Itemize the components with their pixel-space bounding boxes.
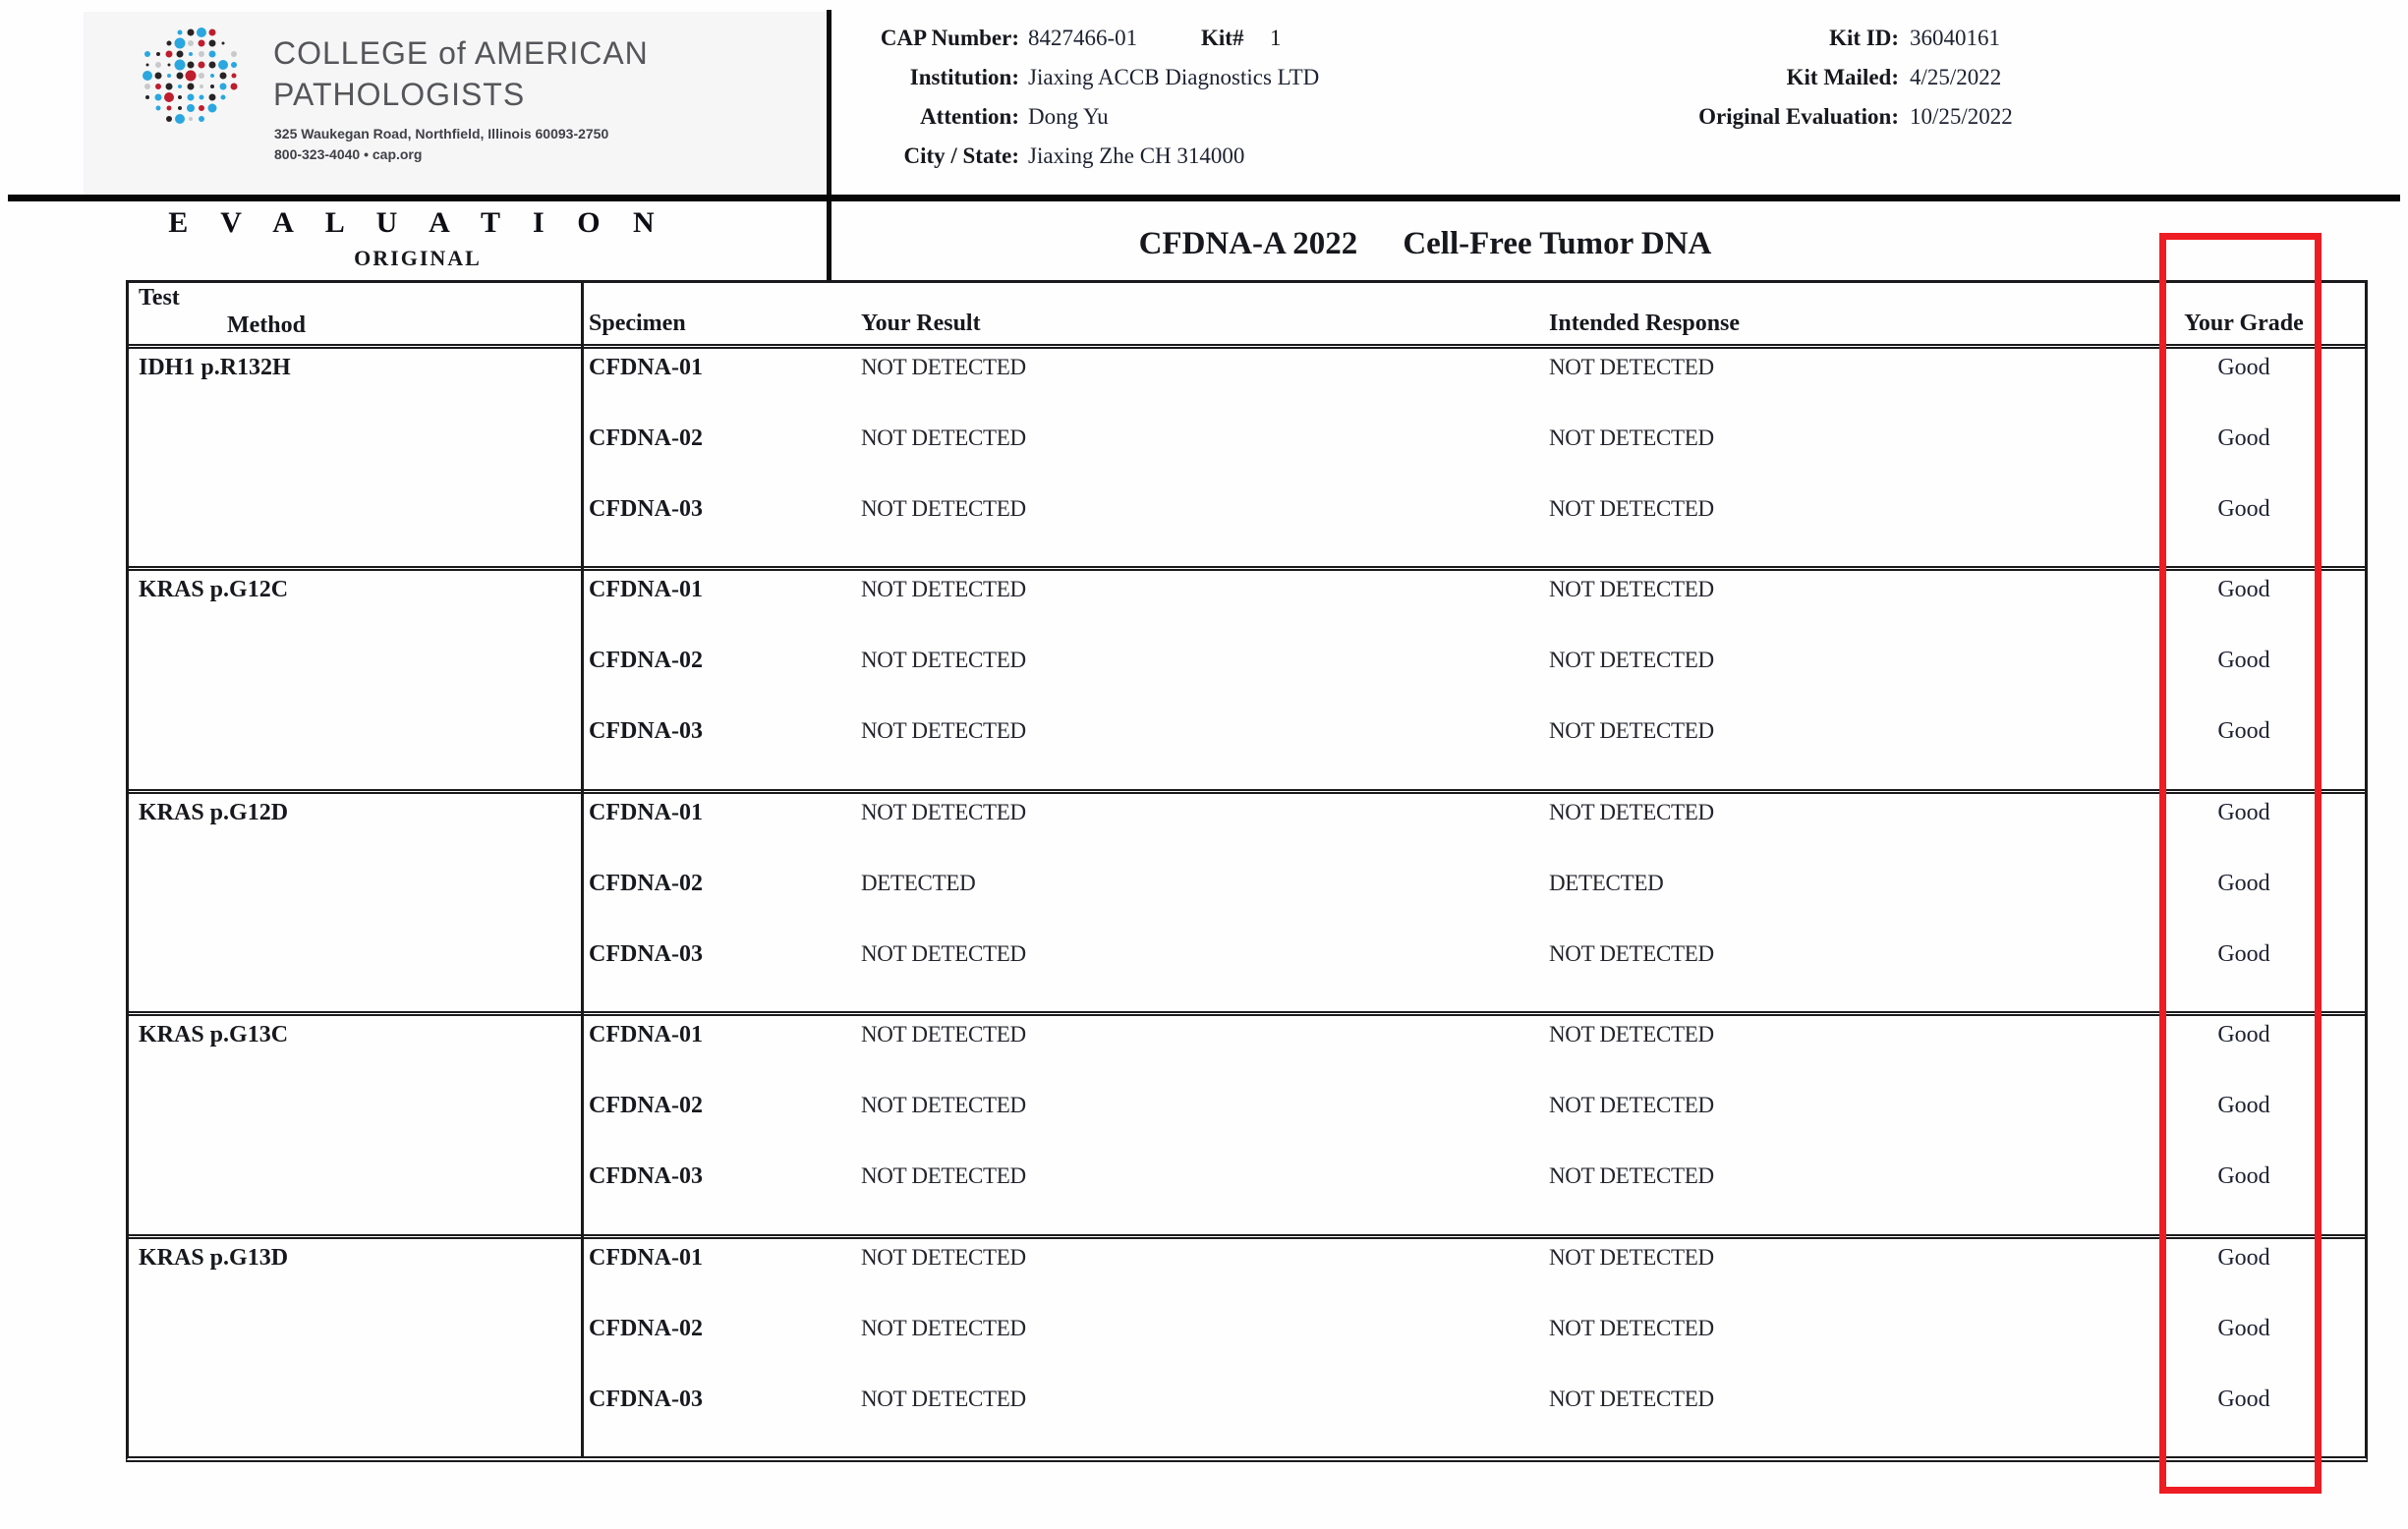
results-table bbox=[126, 280, 2368, 1462]
intended-response-value: NOT DETECTED bbox=[1549, 1163, 1714, 1189]
test-method-name: KRAS p.G12D bbox=[139, 799, 289, 825]
attention-value: Dong Yu bbox=[1028, 104, 1109, 129]
your-grade-value: Good bbox=[2217, 355, 2270, 380]
your-grade-value: Good bbox=[2217, 870, 2270, 896]
org-name-line1: COLLEGE of AMERICAN bbox=[273, 35, 649, 71]
your-grade-value: Good bbox=[2217, 940, 2270, 967]
specimen-id: CFDNA-02 bbox=[589, 1315, 703, 1341]
your-grade-value: Good bbox=[2217, 496, 2270, 522]
your-result-value: DETECTED bbox=[861, 870, 976, 895]
intended-response-value: NOT DETECTED bbox=[1549, 718, 1714, 744]
specimen-row bbox=[129, 1387, 2365, 1416]
org-contact: 800-323-4040 • cap.org bbox=[274, 146, 423, 162]
your-result-value: NOT DETECTED bbox=[861, 355, 1026, 379]
intended-response-value: NOT DETECTED bbox=[1549, 425, 1714, 450]
intended-response-value: NOT DETECTED bbox=[1549, 1244, 1714, 1270]
org-address: 325 Waukegan Road, Northfield, Illinois 60093-2750 bbox=[274, 126, 609, 142]
header-method: Method bbox=[227, 312, 306, 338]
kit-mailed-label: Kit Mailed: bbox=[1786, 65, 1899, 89]
institution-label: Institution: bbox=[909, 65, 1019, 89]
intended-response-value: NOT DETECTED bbox=[1549, 799, 1714, 824]
specimen-row bbox=[129, 1163, 2365, 1193]
intended-response-value: NOT DETECTED bbox=[1549, 648, 1714, 673]
institution-value: Jiaxing ACCB Diagnostics LTD bbox=[1028, 65, 1320, 89]
evaluation-heading-block bbox=[10, 206, 826, 271]
test-method-name: KRAS p.G13D bbox=[139, 1244, 289, 1271]
your-result-value: NOT DETECTED bbox=[861, 799, 1026, 824]
intended-response-value: NOT DETECTED bbox=[1549, 355, 1714, 379]
specimen-row bbox=[129, 800, 2365, 829]
intended-response-value: NOT DETECTED bbox=[1549, 496, 1714, 521]
kit-mailed-value: 4/25/2022 bbox=[1910, 65, 2002, 89]
test-method-name: KRAS p.G12C bbox=[139, 577, 289, 603]
header-intended-response: Intended Response bbox=[1549, 311, 1741, 336]
intended-response-value: NOT DETECTED bbox=[1549, 1093, 1714, 1118]
test-group bbox=[129, 1011, 2365, 1233]
your-grade-value: Good bbox=[2217, 1386, 2270, 1412]
test-method-name: IDH1 p.R132H bbox=[139, 355, 291, 380]
intended-response-value: NOT DETECTED bbox=[1549, 1386, 1714, 1411]
header-vertical-divider bbox=[827, 10, 831, 281]
your-result-value: NOT DETECTED bbox=[861, 1163, 1026, 1189]
your-grade-value: Good bbox=[2217, 425, 2270, 451]
your-grade-value: Good bbox=[2217, 648, 2270, 674]
kit-number-label: Kit# bbox=[1201, 26, 1244, 50]
your-grade-value: Good bbox=[2217, 799, 2270, 825]
specimen-id: CFDNA-03 bbox=[589, 718, 703, 745]
specimen-id: CFDNA-03 bbox=[589, 1386, 703, 1412]
table-header-row bbox=[129, 283, 2365, 349]
specimen-row bbox=[129, 648, 2365, 677]
intended-response-value: DETECTED bbox=[1549, 870, 1664, 895]
header-your-grade: Your Grade bbox=[2184, 311, 2304, 336]
your-result-value: NOT DETECTED bbox=[861, 425, 1026, 450]
specimen-id: CFDNA-03 bbox=[589, 940, 703, 967]
city-state-value: Jiaxing Zhe CH 314000 bbox=[1028, 143, 1245, 168]
specimen-row bbox=[129, 1093, 2365, 1122]
kit-number-value: 1 bbox=[1270, 26, 1282, 50]
evaluation-heading: E V A L U A T I O N bbox=[168, 206, 667, 239]
specimen-id: CFDNA-01 bbox=[589, 1244, 703, 1271]
your-grade-value: Good bbox=[2217, 1244, 2270, 1271]
test-method-name: KRAS p.G13C bbox=[139, 1022, 289, 1048]
your-grade-value: Good bbox=[2217, 718, 2270, 745]
your-result-value: NOT DETECTED bbox=[861, 1244, 1026, 1270]
test-group bbox=[129, 789, 2365, 1011]
specimen-id: CFDNA-02 bbox=[589, 425, 703, 451]
program-title bbox=[885, 226, 1966, 262]
header-test: Test bbox=[139, 285, 180, 311]
intended-response-value: NOT DETECTED bbox=[1549, 577, 1714, 602]
cap-number-value: 8427466-01 bbox=[1028, 26, 1138, 50]
specimen-id: CFDNA-01 bbox=[589, 799, 703, 825]
specimen-row bbox=[129, 496, 2365, 526]
intended-response-value: NOT DETECTED bbox=[1549, 1315, 1714, 1340]
specimen-row bbox=[129, 577, 2365, 606]
your-grade-value: Good bbox=[2217, 1315, 2270, 1341]
specimen-row bbox=[129, 425, 2365, 455]
header-your-result: Your Result bbox=[861, 311, 981, 336]
specimen-row bbox=[129, 355, 2365, 384]
specimen-row bbox=[129, 1316, 2365, 1345]
header-thick-rule bbox=[8, 195, 2400, 201]
evaluation-subheading: ORIGINAL bbox=[354, 246, 482, 270]
cap-logo-dots-icon bbox=[141, 26, 244, 142]
test-group bbox=[129, 1234, 2365, 1456]
your-grade-value: Good bbox=[2217, 577, 2270, 603]
header-specimen: Specimen bbox=[589, 311, 686, 336]
your-grade-value: Good bbox=[2217, 1093, 2270, 1119]
specimen-id: CFDNA-03 bbox=[589, 496, 703, 522]
org-name-line2: PATHOLOGISTS bbox=[273, 77, 526, 112]
your-result-value: NOT DETECTED bbox=[861, 1386, 1026, 1411]
intended-response-value: NOT DETECTED bbox=[1549, 940, 1714, 966]
your-result-value: NOT DETECTED bbox=[861, 1022, 1026, 1048]
specimen-row bbox=[129, 871, 2365, 900]
your-result-value: NOT DETECTED bbox=[861, 718, 1026, 744]
table-body bbox=[129, 349, 2365, 1456]
your-result-value: NOT DETECTED bbox=[861, 648, 1026, 673]
specimen-row bbox=[129, 718, 2365, 748]
city-state-label: City / State: bbox=[903, 143, 1019, 168]
test-group bbox=[129, 566, 2365, 788]
your-result-value: NOT DETECTED bbox=[861, 577, 1026, 602]
kit-id-value: 36040161 bbox=[1910, 26, 2000, 50]
original-evaluation-value: 10/25/2022 bbox=[1910, 104, 2013, 129]
attention-label: Attention: bbox=[920, 104, 1019, 129]
specimen-id: CFDNA-02 bbox=[589, 870, 703, 896]
specimen-id: CFDNA-03 bbox=[589, 1163, 703, 1190]
kit-id-label: Kit ID: bbox=[1829, 26, 1899, 50]
specimen-id: CFDNA-02 bbox=[589, 648, 703, 674]
specimen-id: CFDNA-01 bbox=[589, 577, 703, 603]
specimen-id: CFDNA-02 bbox=[589, 1093, 703, 1119]
specimen-row bbox=[129, 1022, 2365, 1051]
program-code: CFDNA-A 2022 bbox=[1138, 226, 1358, 261]
specimen-id: CFDNA-01 bbox=[589, 355, 703, 380]
your-grade-value: Good bbox=[2217, 1022, 2270, 1048]
your-result-value: NOT DETECTED bbox=[861, 1315, 1026, 1340]
your-result-value: NOT DETECTED bbox=[861, 496, 1026, 521]
specimen-row bbox=[129, 1245, 2365, 1274]
your-grade-value: Good bbox=[2217, 1163, 2270, 1190]
program-name: Cell-Free Tumor DNA bbox=[1403, 226, 1712, 261]
your-result-value: NOT DETECTED bbox=[861, 940, 1026, 966]
intended-response-value: NOT DETECTED bbox=[1549, 1022, 1714, 1048]
original-evaluation-label: Original Evaluation: bbox=[1698, 104, 1899, 129]
test-group bbox=[129, 349, 2365, 566]
specimen-id: CFDNA-01 bbox=[589, 1022, 703, 1048]
specimen-row bbox=[129, 941, 2365, 971]
your-result-value: NOT DETECTED bbox=[861, 1093, 1026, 1118]
cap-number-label: CAP Number: bbox=[880, 26, 1019, 50]
